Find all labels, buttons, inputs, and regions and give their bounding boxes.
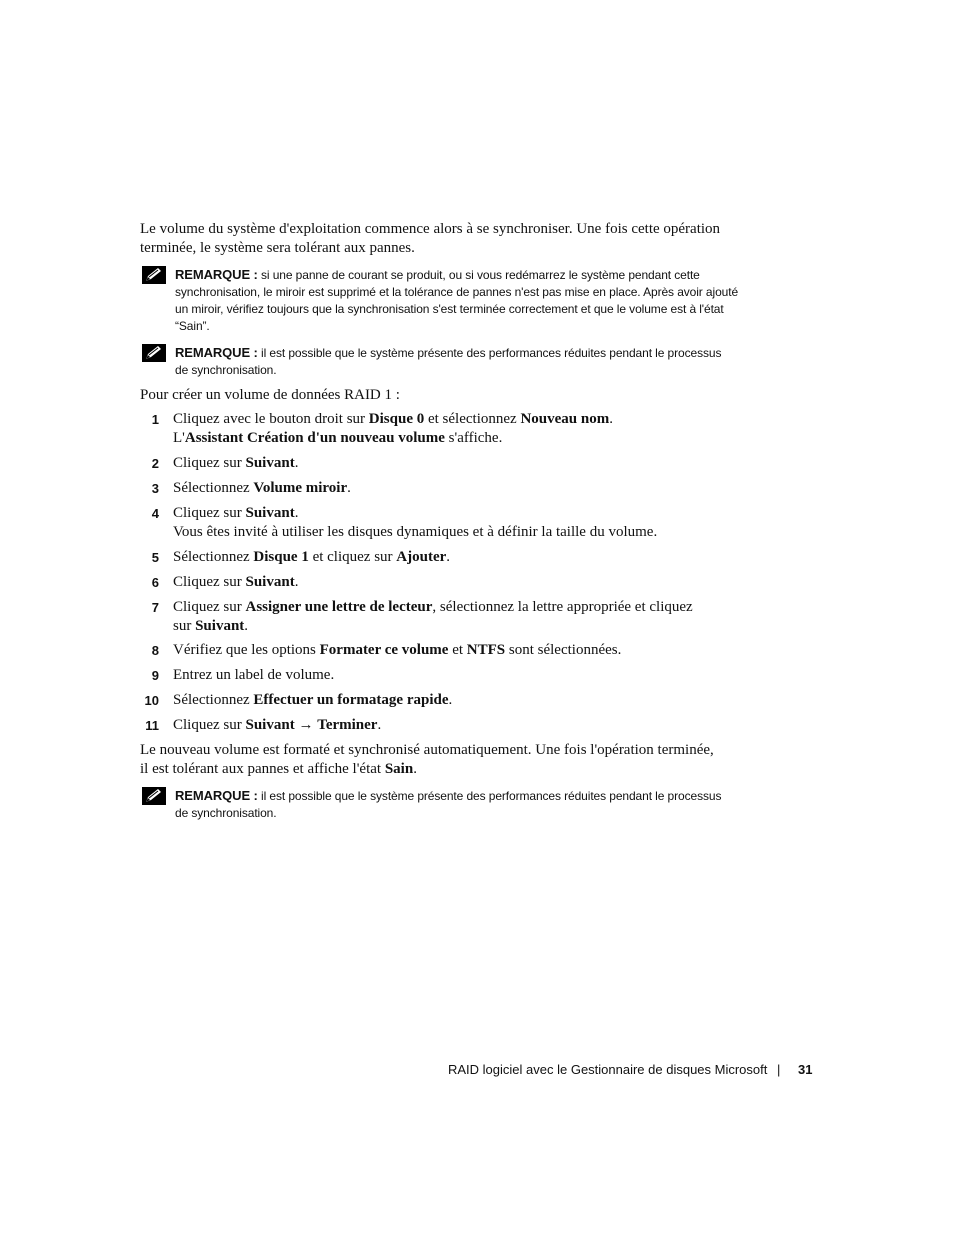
note-label: REMARQUE : [175,788,258,803]
lead-text: Pour créer un volume de données RAID 1 : [140,387,400,403]
step-number: 8 [151,643,159,658]
footer-title: RAID logiciel avec le Gestionnaire de disques Microsoft [448,1062,768,1077]
outro-line-1: Le nouveau volume est formaté et synchronisé automatiquement. Une fois l'opération terminée, [140,742,714,758]
page-number: 31 [798,1062,813,1077]
note-1-line-2: synchronisation, le miroir est supprimé et la tolérance de pannes n'est pas mise en place. Après avoir ajouté [175,285,739,299]
note-2-line-2: de synchronisation. [175,363,277,377]
outro-line-2: il est tolérant aux pannes et affiche l'état Sain. [140,761,417,777]
note-1-line-4: “Sain”. [175,319,210,333]
step-number: 11 [145,718,159,733]
pencil-note-icon [142,344,166,362]
note-label: REMARQUE : [175,345,258,360]
step-number: 9 [151,668,159,683]
intro-line-1: Le volume du système d'exploitation commence alors à se synchroniser. Une fois cette opération [140,221,721,237]
outro-paragraph [140,741,760,779]
note-3-line-1: il est possible que le système présente des performances réduites pendant le processus [261,789,722,803]
intro-line-2: terminée, le système sera tolérant aux pannes. [140,240,415,256]
step-number: 10 [144,693,159,708]
step-number: 1 [151,412,159,427]
note-1-line-3: un miroir, vérifiez toujours que la synchronisation s'est terminée correctement et que le volume est à l'état [175,302,724,316]
note-2-line-1: il est possible que le système présente des performances réduites pendant le processus [261,346,722,360]
note-label: REMARQUE : [175,267,258,282]
note-1-line-1: si une panne de courant se produit, ou si vous redémarrez le système pendant cette [261,268,700,282]
step-number: 7 [151,600,159,615]
intro-paragraph [140,220,760,258]
step-number: 2 [151,456,159,471]
note-3-line-2: de synchronisation. [175,806,277,820]
footer-separator: | [777,1062,781,1077]
pencil-note-icon [142,787,166,805]
step-number: 6 [151,575,159,590]
step-number: 5 [151,550,159,565]
step-number: 4 [151,506,159,521]
step-number: 3 [151,481,159,496]
pencil-note-icon [142,266,166,284]
